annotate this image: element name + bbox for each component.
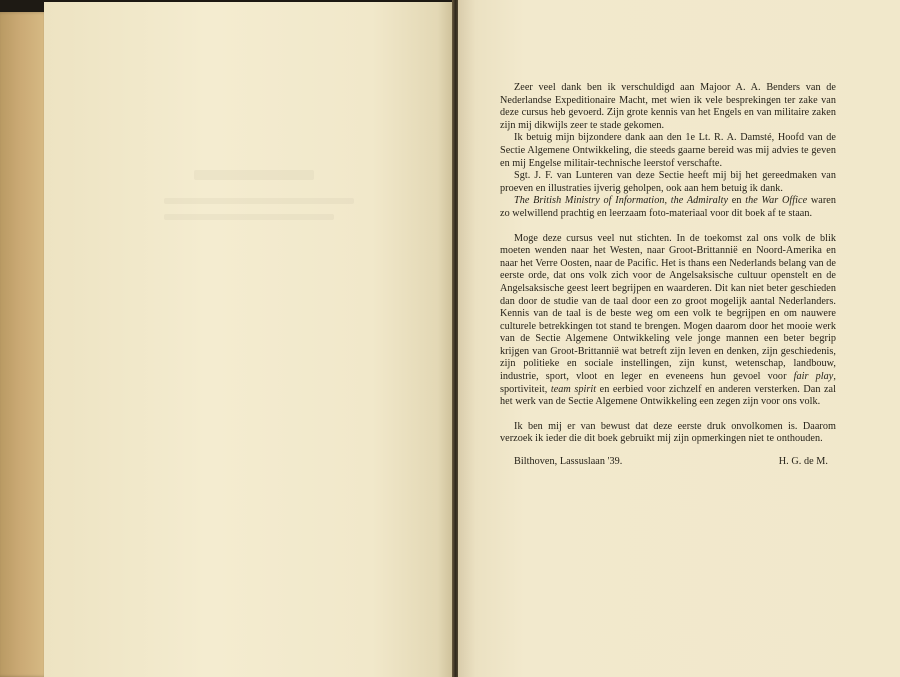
paragraph: [500, 233, 836, 409]
paragraph-gap: [500, 221, 836, 233]
text-run: Ik ben mij er van bewust dat deze eerste druk onvolkomen is. Daarom verzoek ik ieder die dit boek gebruikt mij zijn opmerkingen niet te onthouden.: [500, 420, 836, 445]
signoff-place: Bilthoven, Lassuslaan '39.: [514, 456, 623, 468]
text-run: en: [728, 195, 746, 207]
italic-run: the War Office: [745, 195, 808, 207]
paragraph: [500, 421, 836, 446]
text-run: Sgt. J. F. van Lunteren van deze Sectie heeft mij bij het gereedmaken van proeven en illustraties ijverig geholpen, ook aan hem betuig ik dank.: [500, 170, 836, 194]
paragraph-gap: [500, 409, 836, 421]
italic-run: fair play: [793, 371, 834, 383]
text-run: , sportiviteit,: [500, 371, 836, 395]
bleed-through-mark: [164, 214, 334, 220]
text-run: Moge deze cursus veel nut stichten. In de toekomst zal ons volk de blik moeten wenden naar het Westen, naar Groot-Brittannië en Noord-Amerika en naar het Verre Oosten, naar de Pacific. Het is thans een Nederlands belang van de eerste orde, dat ons volk zich voor de Angelsaksische cultuur openstelt en de Angelsaksische geest leert begrijpen en waarderen. Dit kan niet beter geschieden dan door de studie van de taal door een zo groot mogelijk aantal Nederlanders. Kennis van de taal is de beste weg om een volk te begrijpen en om nauwere culturele betrekkingen tot stand te brengen. Mogen daarom door het mooie werk van de Sectie Algemene Ontwikkeling vele jonge mannen een beter begrip krijgen van Groot-Brittannië wat betreft zijn leven en denken, zijn geschiedenis, zijn politieke en sociale instellingen, zijn kunst, wetenschap, landbouw, industrie, sport, vloot en leger en eveneens hun gevoel voor: [500, 232, 836, 383]
text-run: Ik betuig mijn bijzondere dank aan den 1e Lt. R. A. Damsté, Hoofd van de Sectie Algemene Ontwikkeling, die steeds gaarne bereid was mij advies te geven en mij Engelse militair-technische leerstof verschafte.: [500, 132, 836, 169]
text-run: en eerbied voor zichzelf en anderen versterken. Dan zal het werk van de Sectie Algemene Ontwikkeling een zegen zijn voor ons volk.: [500, 383, 836, 408]
bleed-through-mark: [164, 198, 354, 204]
bleed-through-mark: [194, 170, 314, 180]
paragraph: [500, 195, 836, 220]
preface-text: [500, 82, 836, 470]
paragraph-list: [500, 82, 836, 446]
italic-run: team spirit: [550, 383, 597, 395]
paragraph: [500, 132, 836, 170]
text-run: waren zo welwillend prachtig en leerzaam foto-materiaal voor dit boek af te staan.: [500, 195, 836, 219]
left-page: [44, 2, 454, 677]
paragraph: [500, 170, 836, 195]
paragraph: [500, 82, 836, 132]
italic-run: The British Ministry of Information, the Admiralty: [514, 195, 729, 207]
page-stack-edge: [0, 12, 48, 677]
signoff-author: H. G. de M.: [778, 456, 828, 468]
signoff: [500, 456, 836, 470]
text-run: Zeer veel dank ben ik verschuldigd aan Majoor A. A. Benders van de Nederlandse Expeditionaire Macht, met wien ik vele besprekingen ter zake van deze cursus heb gevoerd. Zijn grote kennis van het Engels en van militaire zaken zijn mij dikwijls zeer te stade gekomen.: [500, 82, 836, 131]
